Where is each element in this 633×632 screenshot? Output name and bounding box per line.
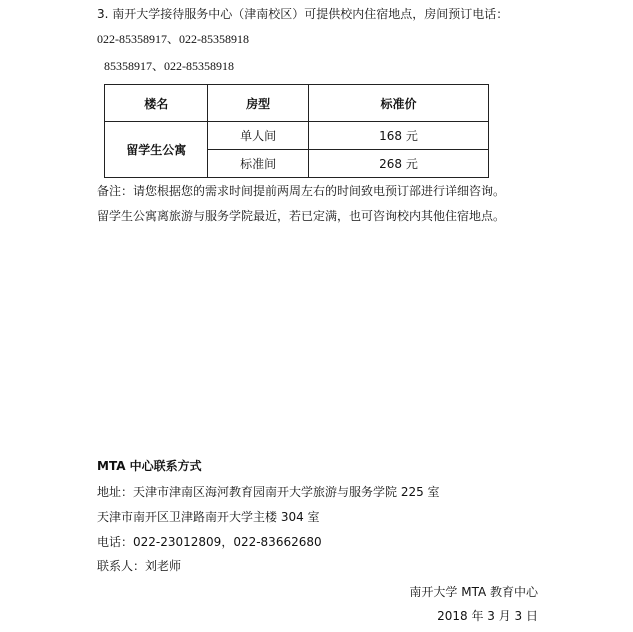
signature-org: 南开大学 MTA 教育中心 (409, 585, 538, 599)
contact-person: 联系人：刘老师 (97, 559, 182, 573)
building-name-cell: 留学生公寓 (105, 122, 208, 178)
price-cell: 268 元 (308, 150, 488, 178)
room-price-table (104, 84, 489, 178)
contact-address-2: 天津市南开区卫津路南开大学主楼 304 室 (97, 510, 320, 524)
table-row (105, 122, 489, 150)
note-line-2: 留学生公寓离旅游与服务学院最近，若已定满，也可咨询校内其他住宿地点。 (97, 209, 506, 223)
contact-address-1: 地址：天津市津南区海河教育园南开大学旅游与服务学院 225 室 (97, 485, 440, 499)
contact-phone: 电话：022-23012809，022-83662680 (97, 535, 322, 549)
contact-heading: MTA 中心联系方式 (97, 459, 202, 473)
header-room-type: 房型 (208, 85, 308, 122)
phone-numbers-line-1: 022-85358917、022-85358918 (97, 32, 249, 46)
price-cell: 168 元 (308, 122, 488, 150)
table-header-row (105, 85, 489, 122)
header-building: 楼名 (105, 85, 208, 122)
phone-numbers-line-2: 85358917、022-85358918 (104, 59, 234, 73)
signature-date: 2018 年 3 月 3 日 (437, 609, 538, 623)
room-type-cell: 标准间 (208, 150, 308, 178)
room-type-cell: 单人间 (208, 122, 308, 150)
note-line-1: 备注：请您根据您的需求时间提前两周左右的时间致电预订部进行详细咨询。 (97, 184, 506, 198)
header-standard-price: 标准价 (308, 85, 488, 122)
item-3-text: 3. 南开大学接待服务中心（津南校区）可提供校内住宿地点，房间预订电话： (97, 7, 509, 21)
